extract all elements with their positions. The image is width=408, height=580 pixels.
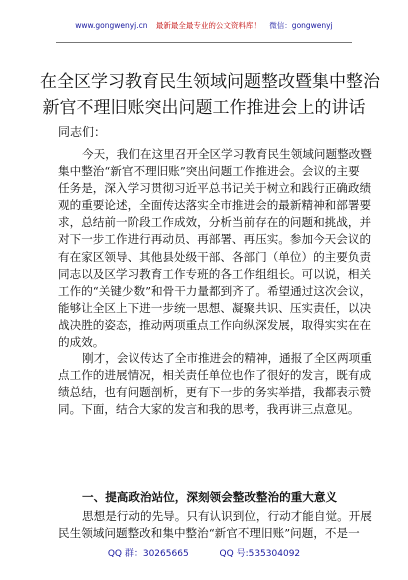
header-wechat: 微信：gongwenyj — [269, 21, 333, 30]
greeting: 同志们： — [58, 125, 107, 139]
page-footer — [0, 546, 408, 559]
text-line: 能够让全区上下进一步统一思想、凝聚共识、压实责任，以决 — [58, 300, 372, 315]
page-header — [0, 20, 408, 31]
text-line: 集中整治“新官不理旧账”突出问题工作推进会。会议的主要 — [58, 164, 360, 179]
text-line: 今天，我们在这里召开全区学习教育民生领域问题整改暨 — [82, 147, 372, 161]
text-line: 民生领域问题整改和集中整治“新官不理旧账”问题，不是一 — [58, 526, 360, 541]
text-line: 绩总结，也有问题剖析，更有下一步的务实举措，我都表示赞 — [58, 385, 372, 400]
text-line: 有在家区领导、其他县处级干部、各部门（单位）的主要负责 — [58, 249, 372, 264]
section-heading-1: 一、提高政治站位，深刻领会整改整治的重大意义 — [82, 490, 338, 504]
text-line: 求，总结前一阶段工作成效，分析当前存在的问题和挑战，并 — [58, 215, 372, 230]
text-line: 对下一步工作进行再动员、再部署、再压实。参加今天会议的 — [58, 232, 372, 247]
title-line: 在全区学习教育民生领域问题整改暨集中整治 — [40, 72, 380, 92]
text-line: 同志以及区学习教育工作专班的各工作组组长。可以说，相关 — [58, 266, 372, 281]
text-line: 刚才，会议传达了全市推进会的精神，通报了全区两项重 — [82, 351, 372, 365]
document-title — [40, 69, 380, 121]
header-slogan: 最新最全最专业的公文资料库！ — [155, 21, 261, 30]
text-line: 工作的“关键少数”和骨干力量都到齐了。希望通过这次会议， — [58, 283, 372, 298]
text-line: 点工作的进展情况，相关责任单位也作了很好的发言，既有成 — [58, 368, 372, 383]
paragraph-1 — [58, 146, 372, 351]
title-line: 新官不理旧账突出问题工作推进会上的讲话 — [42, 98, 366, 118]
text-line: 思想是行动的先导。只有认识到位，行动才能自觉。开展 — [82, 509, 372, 523]
paragraph-2 — [58, 350, 372, 418]
text-line: 的成效。 — [58, 335, 105, 350]
text-line: 同。下面，结合大家的发言和我的思考，我再讲三点意见。 — [58, 402, 360, 417]
text-line: 观的重要论述，全面传达落实全市推进会的最新精神和部署要 — [58, 198, 372, 213]
footer-qq: QQ 号:535304092 — [219, 549, 301, 559]
paragraph-3 — [58, 508, 372, 542]
text-line: 战决胜的姿态，推动两项重点工作向纵深发展，取得实实在在 — [58, 317, 372, 332]
footer-qq-group: QQ 群：30265665 — [107, 549, 189, 559]
header-divider — [56, 42, 352, 43]
text-line: 任务是，深入学习贯彻习近平总书记关于树立和践行正确政绩 — [58, 181, 372, 196]
header-url[interactable]: www.gongwenyj.cn — [75, 21, 148, 30]
